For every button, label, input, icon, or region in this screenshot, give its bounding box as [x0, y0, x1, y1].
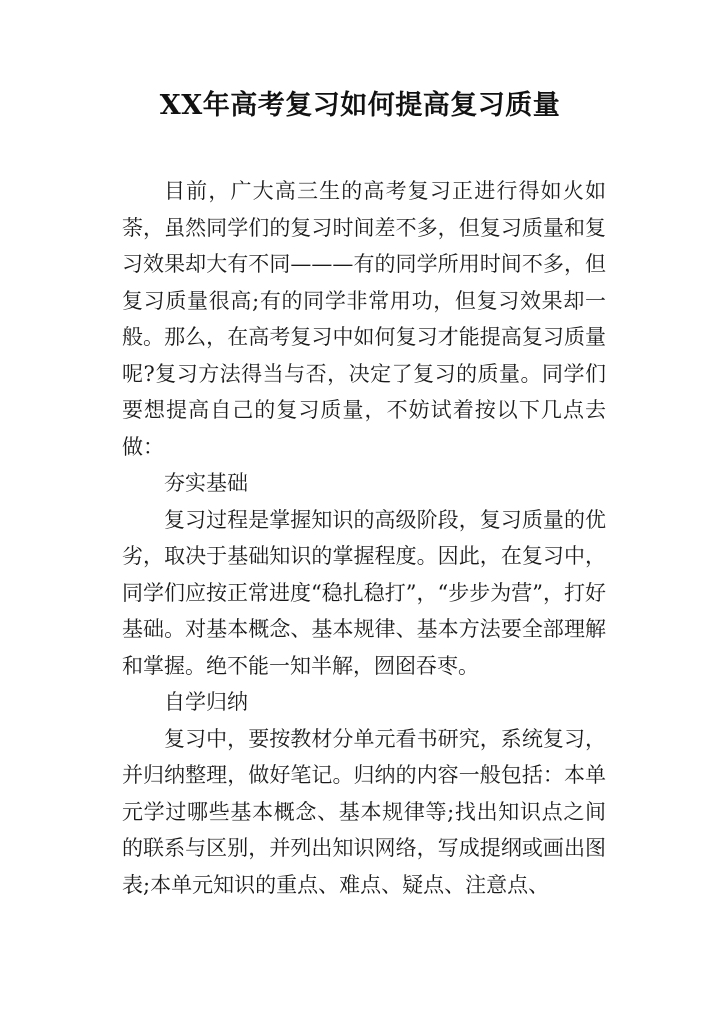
- section-paragraph-self-study: 复习中，要按教材分单元看书研究，系统复习，并归纳整理，做好笔记。归纳的内容一般包括：本单元学过哪些基本概念、基本规律等;找出知识点之间的联系与区别，并列出知识网络，写成提纲或画出图表;本单元知识的重点、难点、疑点、注意点、: [122, 726, 606, 897]
- section-paragraph-consolidate-basics: 复习过程是掌握知识的高级阶段，复习质量的优劣，取决于基础知识的掌握程度。因此，在复习中，同学们应按正常进度“稳扎稳打”，“步步为营”，打好基础。对基本概念、基本规律、基本方法要全部理解和掌握。绝不能一知半解，囫囵吞枣。: [122, 507, 606, 678]
- document-body: [122, 173, 606, 903]
- section-heading-self-study: 自学归纳: [164, 690, 248, 714]
- intro-paragraph: 目前，广大高三生的高考复习正进行得如火如荼，虽然同学们的复习时间差不多，但复习质量和复习效果却大有不同———有的同学所用时间不多，但复习质量很高;有的同学非常用功，但复习效果却一般。那么，在高考复习中如何复习才能提高复习质量呢?复习方法得当与否，决定了复习的质量。同学们要想提高自己的复习质量，不妨试着按以下几点去做：: [122, 179, 606, 459]
- section-heading-consolidate-basics: 夯实基础: [164, 471, 248, 495]
- document-title: XX年高考复习如何提高复习质量: [159, 90, 561, 121]
